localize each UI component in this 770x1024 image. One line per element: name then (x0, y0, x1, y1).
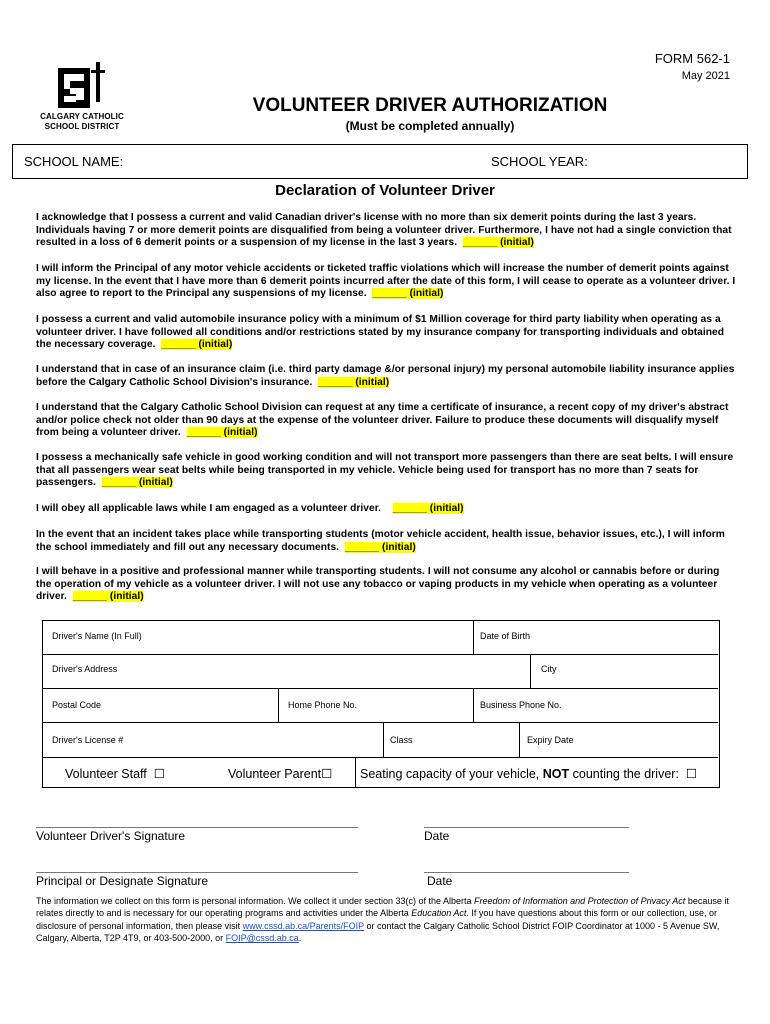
foip-website-link[interactable]: www.cssd.ab.ca/Parents/FOIP (242, 920, 364, 931)
privacy-notice: The information we collect on this form is personal information. We collect it under section 33(c) of the Alberta Freedom of Information and Protection of Privacy Act because it relates directly to and is necessary for our operating programs and activities under the Alberta Education Act. If you have questions about this form or our collection, use, or disclosure of personal information, then please visit www.cssd.ab.ca/Parents/FOIP or contact the Calgary Catholic School District FOIP Coordinator at 1000 - 5 Avenue SW, Calgary, Alberta, T2P 4T9, or 403-500-2000, or FOIP@cssd.ab.ca. (36, 896, 729, 944)
initial-field[interactable]: ______ (initial) (72, 591, 144, 603)
principal-date-label: Date (427, 874, 453, 888)
volunteer-staff-checkbox[interactable]: ☐ (153, 767, 165, 781)
declaration-paragraph: I possess a mechanically safe vehicle in good working condition and will not transport more passengers than there are seat belts. I will ensure that all passengers wear seat belts while being transported in my vehicle. Vehicle being used for transport has no more than 7 seats for passengers. ______ (initial) (36, 452, 734, 489)
table-row-divider (43, 654, 718, 655)
date-of-birth-field[interactable]: Date of Birth (480, 631, 531, 641)
driver-signature-line[interactable] (36, 827, 358, 828)
table-row-divider (43, 688, 718, 689)
initial-field[interactable]: ______ (initial) (161, 339, 233, 351)
table-row-divider (43, 757, 718, 758)
initial-field[interactable]: ______ (initial) (344, 541, 416, 553)
city-field[interactable]: City (541, 664, 557, 674)
declaration-paragraph: I understand that in case of an insurance claim (i.e. third party damage &/or personal injury) my personal automobile liability insurance applies before the Calgary Catholic School Division's insurance. ______ (initial) (36, 364, 735, 388)
volunteer-staff-option[interactable] (65, 766, 165, 781)
table-col-divider (355, 757, 356, 788)
declaration-heading: Declaration of Volunteer Driver (275, 182, 495, 199)
foip-email-link[interactable]: FOIP@cssd.ab.ca (225, 933, 299, 944)
table-row-divider (43, 722, 718, 723)
initial-field[interactable]: ______ (initial) (462, 237, 534, 249)
volunteer-parent-checkbox[interactable]: ☐ (321, 767, 333, 781)
declaration-paragraph: I will obey all applicable laws while I am engaged as a volunteer driver. ______ (initial) (36, 503, 464, 514)
school-year-field[interactable]: SCHOOL YEAR: (491, 154, 588, 169)
declaration-paragraph: I will behave in a positive and professional manner while transporting students. I will not consume any alcohol or cannabis before or during the operation of my vehicle as a volunteer driver. I will not use any tobacco or vaping products in my vehicle when operating as a volunteer driver. ______ (initial) (36, 566, 720, 603)
declaration-paragraph: I will inform the Principal of any motor vehicle accidents or ticketed traffic violations which will increase the number of demerit points against my license. In the event that I have more than 6 demerit points incurred after the date of this form, I will cease to operate as a volunteer driver. I also agree to report to the Principal any suspensions of my license. ______ (initial) (36, 263, 736, 300)
seating-capacity-checkbox[interactable]: ☐ (685, 767, 698, 781)
drivers-name-field[interactable]: Driver's Name (In Full) (52, 631, 142, 641)
initial-field[interactable]: ______ (initial) (372, 288, 444, 300)
driver-signature-label: Volunteer Driver's Signature (36, 829, 186, 843)
volunteer-parent-label: Volunteer Parent (228, 767, 322, 781)
expiry-date-field[interactable]: Expiry Date (527, 735, 574, 745)
initial-field[interactable]: ______ (initial) (186, 427, 258, 439)
page-subtitle: (Must be completed annually) (345, 119, 515, 133)
table-col-divider (530, 654, 531, 688)
business-phone-field[interactable]: Business Phone No. (480, 700, 562, 710)
initial-field[interactable]: ______ (initial) (392, 503, 464, 514)
home-phone-field[interactable]: Home Phone No. (288, 700, 358, 710)
table-col-divider (383, 722, 384, 757)
table-col-divider (473, 688, 474, 722)
table-col-divider (473, 621, 474, 654)
form-date: May 2021 (681, 70, 730, 82)
principal-signature-label: Principal or Designate Signature (36, 874, 209, 888)
form-number: FORM 562-1 (654, 51, 730, 66)
principal-date-line[interactable] (424, 872, 629, 873)
table-col-divider (519, 722, 520, 757)
volunteer-staff-label: Volunteer Staff (65, 767, 147, 781)
volunteer-parent-option[interactable] (228, 766, 332, 781)
declaration-paragraph: In the event that an incident takes place while transporting students (motor vehicle accident, health issue, behavior issues, etc.), I will inform the school immediately and fill out any necessary documents. ______ (initial) (36, 529, 725, 553)
driver-date-label: Date (424, 829, 450, 843)
school-name-field[interactable]: SCHOOL NAME: (24, 154, 124, 169)
initial-field[interactable]: ______ (initial) (101, 477, 173, 489)
table-col-divider (278, 688, 279, 722)
drivers-address-field[interactable]: Driver's Address (52, 664, 118, 674)
principal-signature-line[interactable] (36, 872, 358, 873)
declaration-paragraph: I acknowledge that I possess a current and valid Canadian driver's license with no more than six demerit points during the last 3 years. Individuals having 7 or more demerit points are disqualified from being a volunteer driver. Furthermore, I have not had a single conviction that resulted in a loss of 6 demerit points or a suspension of my license in the last 3 years. ______ (initial) (36, 212, 732, 249)
declaration-paragraph: I possess a current and valid automobile insurance policy with a minimum of $1 Million coverage for third party liability when operating as a volunteer driver. I have followed all conditions and/or restrictions stated by my insurance company for transporting individuals and obtained the necessary coverage. ______ (initial) (36, 314, 725, 351)
logo-line-1: CALGARY CATHOLIC (40, 112, 124, 121)
declaration-paragraph: I understand that the Calgary Catholic School Division can request at any time a certificate of insurance, a recent copy of my driver's abstract and/or police check not older than 90 days at the expense of the volunteer driver. Failure to produce these documents will disqualify myself from being a volunteer driver. ______ (initial) (36, 402, 729, 439)
postal-code-field[interactable]: Postal Code (52, 700, 102, 710)
initial-field[interactable]: ______ (initial) (318, 376, 390, 388)
license-class-field[interactable]: Class (390, 735, 413, 745)
driver-info-table (42, 620, 720, 788)
seating-capacity-field[interactable]: Seating capacity of your vehicle, NOT counting the driver: ☐ (360, 767, 698, 781)
logo-line-2: SCHOOL DISTRICT (44, 122, 120, 131)
driver-date-line[interactable] (424, 827, 629, 828)
page-title: VOLUNTEER DRIVER AUTHORIZATION (252, 95, 608, 116)
drivers-license-field[interactable]: Driver's License # (52, 735, 124, 745)
